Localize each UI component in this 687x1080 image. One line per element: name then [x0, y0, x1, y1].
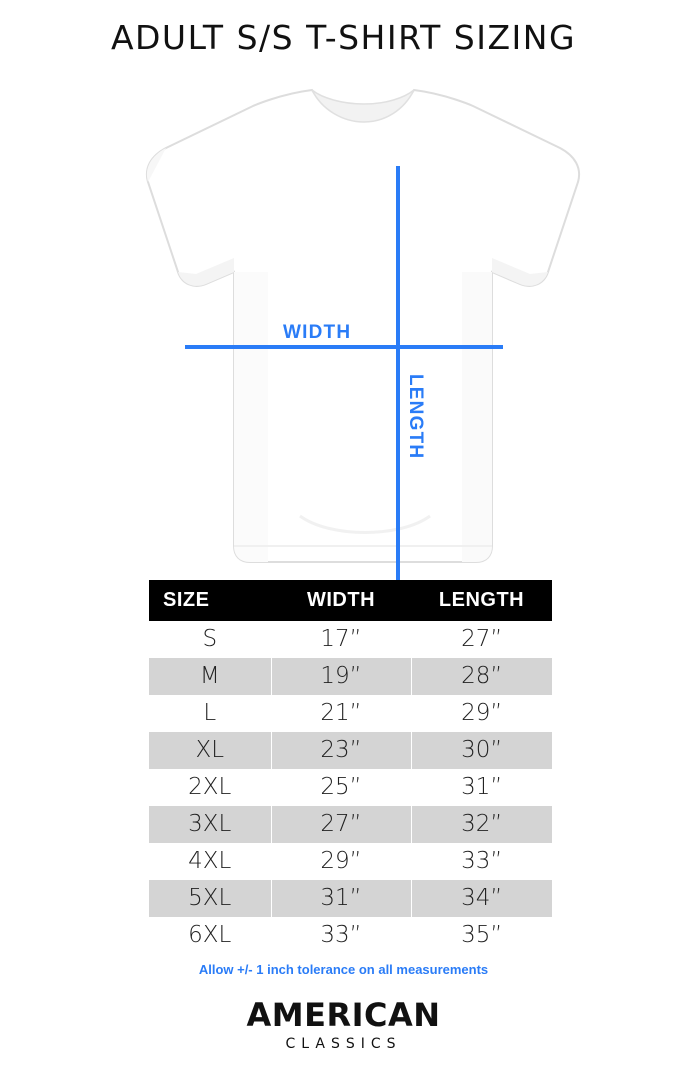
table-header-row	[149, 580, 552, 621]
table-row	[149, 621, 552, 658]
size-table	[149, 580, 552, 954]
cell-size: S	[149, 621, 271, 658]
cell-length: 32”	[411, 806, 552, 843]
length-measure-line	[396, 166, 400, 644]
tolerance-note: Allow +/- 1 inch tolerance on all measurements	[198, 962, 489, 977]
table-row	[149, 917, 552, 954]
table-row	[149, 732, 552, 769]
cell-width: 33”	[271, 917, 411, 954]
cell-width: 29”	[271, 843, 411, 880]
cell-width: 19”	[271, 658, 411, 695]
cell-width: 27”	[271, 806, 411, 843]
size-table-body	[149, 621, 552, 954]
table-row	[149, 843, 552, 880]
cell-size: 5XL	[149, 880, 271, 917]
table-row	[149, 806, 552, 843]
table-row	[149, 658, 552, 695]
cell-width: 23”	[271, 732, 411, 769]
cell-length: 29”	[411, 695, 552, 732]
cell-length: 35”	[411, 917, 552, 954]
header-width: WIDTH	[271, 580, 411, 621]
cell-width: 31”	[271, 880, 411, 917]
cell-size: 4XL	[149, 843, 271, 880]
cell-size: XL	[149, 732, 271, 769]
cell-length: 27”	[411, 621, 552, 658]
size-table-head	[149, 580, 552, 621]
width-label: WIDTH	[277, 322, 357, 344]
cell-size: L	[149, 695, 271, 732]
brand-subtitle: CLASSICS	[285, 1036, 402, 1052]
cell-size: 3XL	[149, 806, 271, 843]
tshirt-diagram	[0, 76, 687, 576]
size-chart	[149, 580, 538, 954]
cell-size: 6XL	[149, 917, 271, 954]
cell-length: 34”	[411, 880, 552, 917]
table-row	[149, 880, 552, 917]
cell-length: 28”	[411, 658, 552, 695]
table-row	[149, 769, 552, 806]
cell-size: 2XL	[149, 769, 271, 806]
table-row	[149, 695, 552, 732]
cell-width: 17”	[271, 621, 411, 658]
cell-size: M	[149, 658, 271, 695]
header-size: SIZE	[149, 580, 271, 621]
cell-length: 31”	[411, 769, 552, 806]
cell-width: 25”	[271, 769, 411, 806]
cell-length: 30”	[411, 732, 552, 769]
brand-name: AMERICAN	[246, 996, 441, 1034]
cell-width: 21”	[271, 695, 411, 732]
width-measure-line	[185, 345, 503, 349]
length-label: LENGTH	[404, 368, 426, 465]
cell-length: 33”	[411, 843, 552, 880]
header-length: LENGTH	[411, 580, 552, 621]
page-title: ADULT S/S T-SHIRT SIZING	[110, 18, 577, 57]
